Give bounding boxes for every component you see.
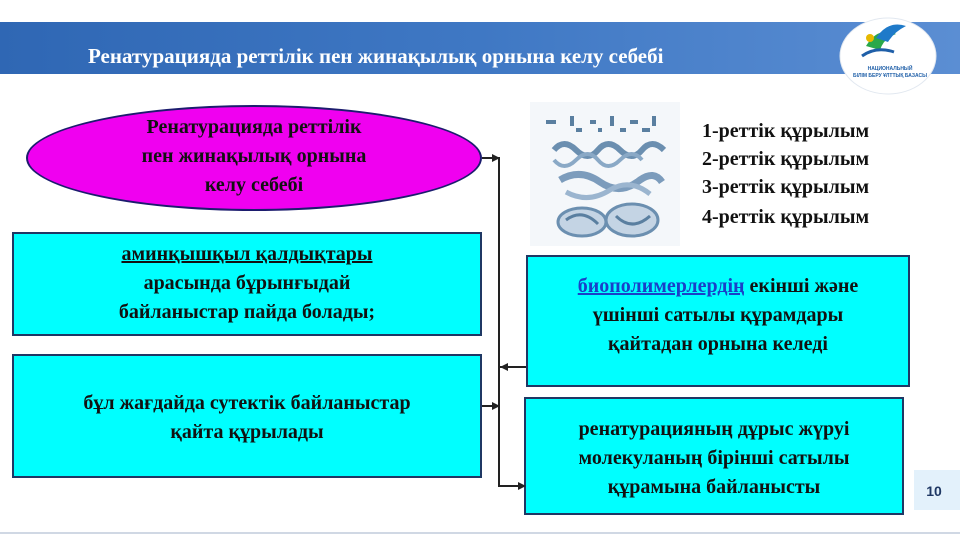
biopolymer-link[interactable]: биополимерлердің bbox=[577, 275, 745, 297]
logo-emblem-icon bbox=[836, 16, 940, 96]
structure-level-3: 3-реттік құрылым bbox=[702, 176, 870, 198]
ellipse-line-3: келу себебі bbox=[204, 174, 304, 196]
box-line: құрамына байланысты bbox=[607, 476, 821, 498]
structure-level-4: 4-реттік құрылым bbox=[702, 206, 870, 228]
logo-text-line1: НАЦИОНАЛЬНЫЙ bbox=[867, 66, 913, 72]
ellipse-line-2: пен жинақылық орнына bbox=[141, 145, 367, 167]
arrow-right-icon bbox=[492, 402, 500, 410]
box-line: қайта құрылады bbox=[170, 421, 324, 443]
slide-title: Ренатурацияда реттілік пен жинақылық орнына келу себебі bbox=[88, 44, 664, 68]
logo bbox=[836, 16, 940, 96]
biopolymer-box-text bbox=[526, 272, 910, 359]
connector-trunk bbox=[498, 157, 500, 487]
box-line: қайтадан орнына келеді bbox=[608, 333, 828, 355]
bottom-border bbox=[0, 532, 960, 534]
box-line: арасында бұрынғыдай bbox=[143, 272, 351, 294]
protein-structure-image bbox=[530, 102, 680, 246]
box-line: молекуланың бірінші сатылы bbox=[578, 447, 850, 469]
reason-box-hydrogen-bonds-text bbox=[12, 389, 482, 447]
ellipse-line-1: Ренатурацияда реттілік bbox=[146, 116, 362, 138]
underlined-term: аминқышқыл қалдықтары bbox=[121, 243, 373, 265]
arrow-left-icon bbox=[500, 363, 508, 371]
arrow-right-icon bbox=[492, 154, 500, 162]
renaturation-box-text bbox=[524, 415, 904, 502]
top-border bbox=[0, 0, 960, 8]
page-number: 10 bbox=[926, 483, 942, 499]
box-line: екінші және bbox=[744, 275, 859, 297]
box-line: байланыстар пайда болады; bbox=[118, 301, 376, 323]
box-line: үшінші сатылы құрамдары bbox=[592, 304, 844, 326]
box-line: ренатурацияның дұрыс жүруі bbox=[578, 418, 850, 440]
box-line: бұл жағдайда сутектік байланыстар bbox=[83, 392, 411, 414]
structure-level-2: 2-реттік құрылым bbox=[702, 148, 870, 170]
logo-text-line2: БІЛІМ БЕРУ ҰЛТТЫҚ БАЗАСЫ bbox=[852, 73, 927, 79]
arrow-right-icon bbox=[518, 482, 526, 490]
reason-box-amino-acids-text bbox=[12, 240, 482, 327]
main-question-text bbox=[66, 113, 442, 200]
structure-level-1: 1-реттік құрылым bbox=[702, 120, 870, 142]
